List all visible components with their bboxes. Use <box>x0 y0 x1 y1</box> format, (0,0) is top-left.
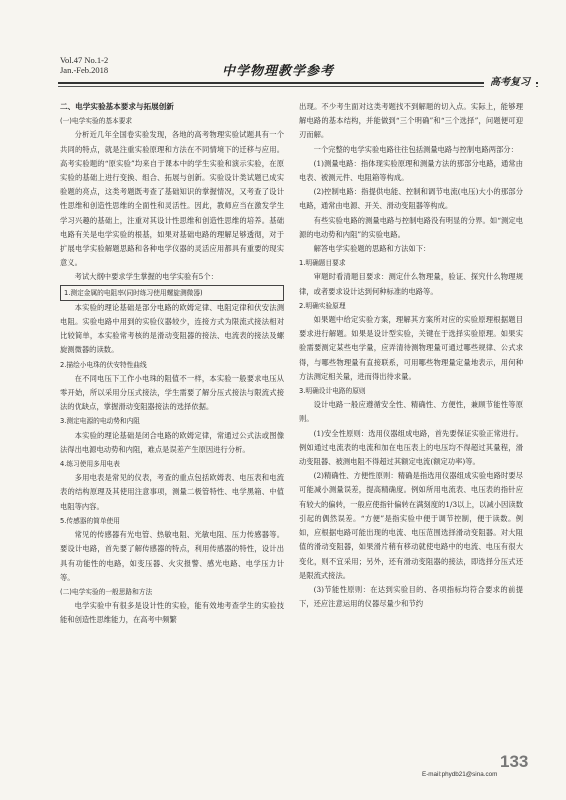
left-column <box>60 100 284 628</box>
paragraph: (3)节能性原则：在达到实验目的、各项指标均符合要求的前提下，还应注意运用的仪器尽量少和节约 <box>299 584 523 609</box>
section-tag: 高考复习 <box>484 72 536 89</box>
paragraph: (1)测量电路：指体现实验原理和测量方法的那部分电路，通常由电表、被测元件、电阻箱等构成。 <box>299 158 523 183</box>
paragraph: 解答电学实验题的思路和方法如下： <box>313 244 431 254</box>
paragraph: 审题时看清题目要求：测定什么物理量，验证、探究什么物理规律，或者要求设计达到何种标准的电路等。 <box>299 272 523 296</box>
paragraph: 如果题中给定实验方案，理解其方案所对应的实验原理根据题目要求进行解题。如果是设计型实验，关键在于选择实验原理。如果实验需要测定某些电学量，应弄清待测物理量可通过哪些规律、公式求得，与哪些物理量有直接联系，可用哪些物理量定量地表示，用何种方法测定相关量，进而得出待求量。 <box>299 315 523 381</box>
paragraph: 多用电表是常见的仪表，考查的重点包括欧姆表、电压表和电流表的结构原理及其使用注意事项，测量二极管特性、电学黑箱、中值电阻等内容。 <box>60 473 284 511</box>
paragraph: 本实验的理论基础是部分电路的欧姆定律、电阻定律和伏安法测电阻。实验电路中用到的实验仪器较少，连接方式为限流式接法相对比较简单，本实验常考核的是滑动变阻器的接法、电流表的接法及螺旋测微器的读数。 <box>60 302 284 355</box>
paragraph: 出现。不少考生面对这类考题找不到解题的切入点。实际上，能够理解电路的基本结构，并能做到“三个明确”和“三个选择”，问题便可迎刃而解。 <box>299 102 523 140</box>
volume-number: Vol.47 No.1-2 <box>60 55 109 65</box>
page-number: 133 <box>500 752 529 771</box>
header-rule-thin <box>58 86 538 87</box>
step-title: 2.明确实验原理 <box>299 301 346 310</box>
paragraph: 有些实验电路的测量电路与控制电路没有明显的分界。如“测定电源的电动势和内阻”的实验电路。 <box>299 215 523 239</box>
footer-email: E-mail:phydb21@sina.com <box>422 771 498 778</box>
step-title: 3.明确设计电路的原则 <box>299 387 366 396</box>
paragraph: (2)精确性、方便性原则：精确是指选用仪器组成实验电路时要尽可能减小测量误差，提高精确度。例如所用电流表、电压表的指针应有较大的偏转，一般应使指针偏转在满刻度的1/3以上，以减小因读数引起的偶然误差。“方便”是指实验中便于调节控制，便于读数。例如，应根据电路可能出现的电流、电压范围选择滑动变阻器。对大阻值的滑动变阻器，如果滑片稍有移动就使电路中的电流、电压有很大变化，则不宜采用；另外，还有滑动变阻器的接法，即选择分压式还是限流式接法。 <box>299 471 523 580</box>
subsection-heading: (一)电学实验的基本要求 <box>60 117 133 126</box>
paragraph: 分析近几年全国卷实验发现，各地的高考物理实验试题具有一个共同的特点，就是注重实验原理和方法在不同情境下的迁移与应用。高考实验题的“原实验”均来自于课本中的学生实验和演示实验，在原实验的基础上进行变换、组合、拓展与创新。实验设计类试题已成实验题的亮点，这类考题既考查了基础知识的掌握情况，又考查了设计性思维和创造性思维的全面性和灵活性。因此，教师应当在激发学生学习兴趣的基础上，注重对其设计性思维和创造性思维的培养。基础电路有关是电学实验的根基，如果对基础电路的理解足够透彻，对于扩展电学实验解题思路和各种电学仪器的灵活应用都具有重要的现实意义。 <box>60 130 284 268</box>
paragraph: (1)安全性原则：选用仪器组成电路，首先要保证实验正常进行。例如通过电流表的电流和加在电压表上的电压均不得超过其量程，滑动变阻器、被测电阻不得超过其额定电流(额定功率)等。 <box>299 428 523 467</box>
experiment-title: 4.练习使用多用电表 <box>60 460 120 469</box>
volume-info <box>60 55 108 75</box>
paragraph: 常见的传感器有光电管、热敏电阻、光敏电阻、压力传感器等。要设计电路，首先要了解传感器的特点，利用传感器的特性，设计出具有功能性的电路，如变压器、火灾报警、感光电路、电学压力计等。 <box>60 530 284 582</box>
paragraph: 在不同电压下工作小电珠的阻值不一样，本实验一般要求电压从零开始，所以采用分压式接法，学生需要了解分压式接法与限流式接法的优缺点，掌握滑动变阻器接法的选择依据。 <box>60 373 284 412</box>
header-rule <box>58 82 538 84</box>
experiment-title: 2.描绘小电珠的伏安特性曲线 <box>60 360 147 369</box>
paragraph: 设计电路一般应遵循安全性、精确性、方便性，兼顾节能性等原则。 <box>299 400 523 424</box>
right-column <box>299 100 523 611</box>
issue-date: Jan.-Feb.2018 <box>60 65 109 75</box>
experiment-title: 3.测定电源的电动势和内阻 <box>60 417 140 426</box>
journal-title: 中学物理教学参考 <box>222 64 335 79</box>
step-title: 1.明确题目要求 <box>299 259 346 268</box>
paragraph: 一个完整的电学实验电路往往包括测量电路与控制电路两部分： <box>313 144 518 154</box>
experiment-title: 1.测定金属的电阻率(同时练习使用螺旋测微器) <box>60 285 284 301</box>
paragraph: 考试大纲中要求学生掌握的电学实验有5个： <box>74 272 218 282</box>
paragraph: 电学实验中有很多是设计性的实验，能有效地考查学生的实验技能和创造性思维能力，在高考中频繁 <box>60 601 284 625</box>
subsection-heading: (二)电学实验的一般思路和方法 <box>60 587 153 596</box>
paragraph: 本实验的理论基础是闭合电路的欧姆定律，常通过公式法或图像法得出电源电动势和内阻，难点是误差产生原因进行分析。 <box>60 430 284 454</box>
section-heading: 二、电学实验基本要求与拓展创新 <box>60 102 174 111</box>
paragraph: (2)控制电路：指提供电能、控制和调节电流(电压)大小的那部分电路，通常由电源、开关、滑动变阻器等构成。 <box>299 187 523 211</box>
experiment-title: 5.传感器的简单使用 <box>60 516 120 525</box>
